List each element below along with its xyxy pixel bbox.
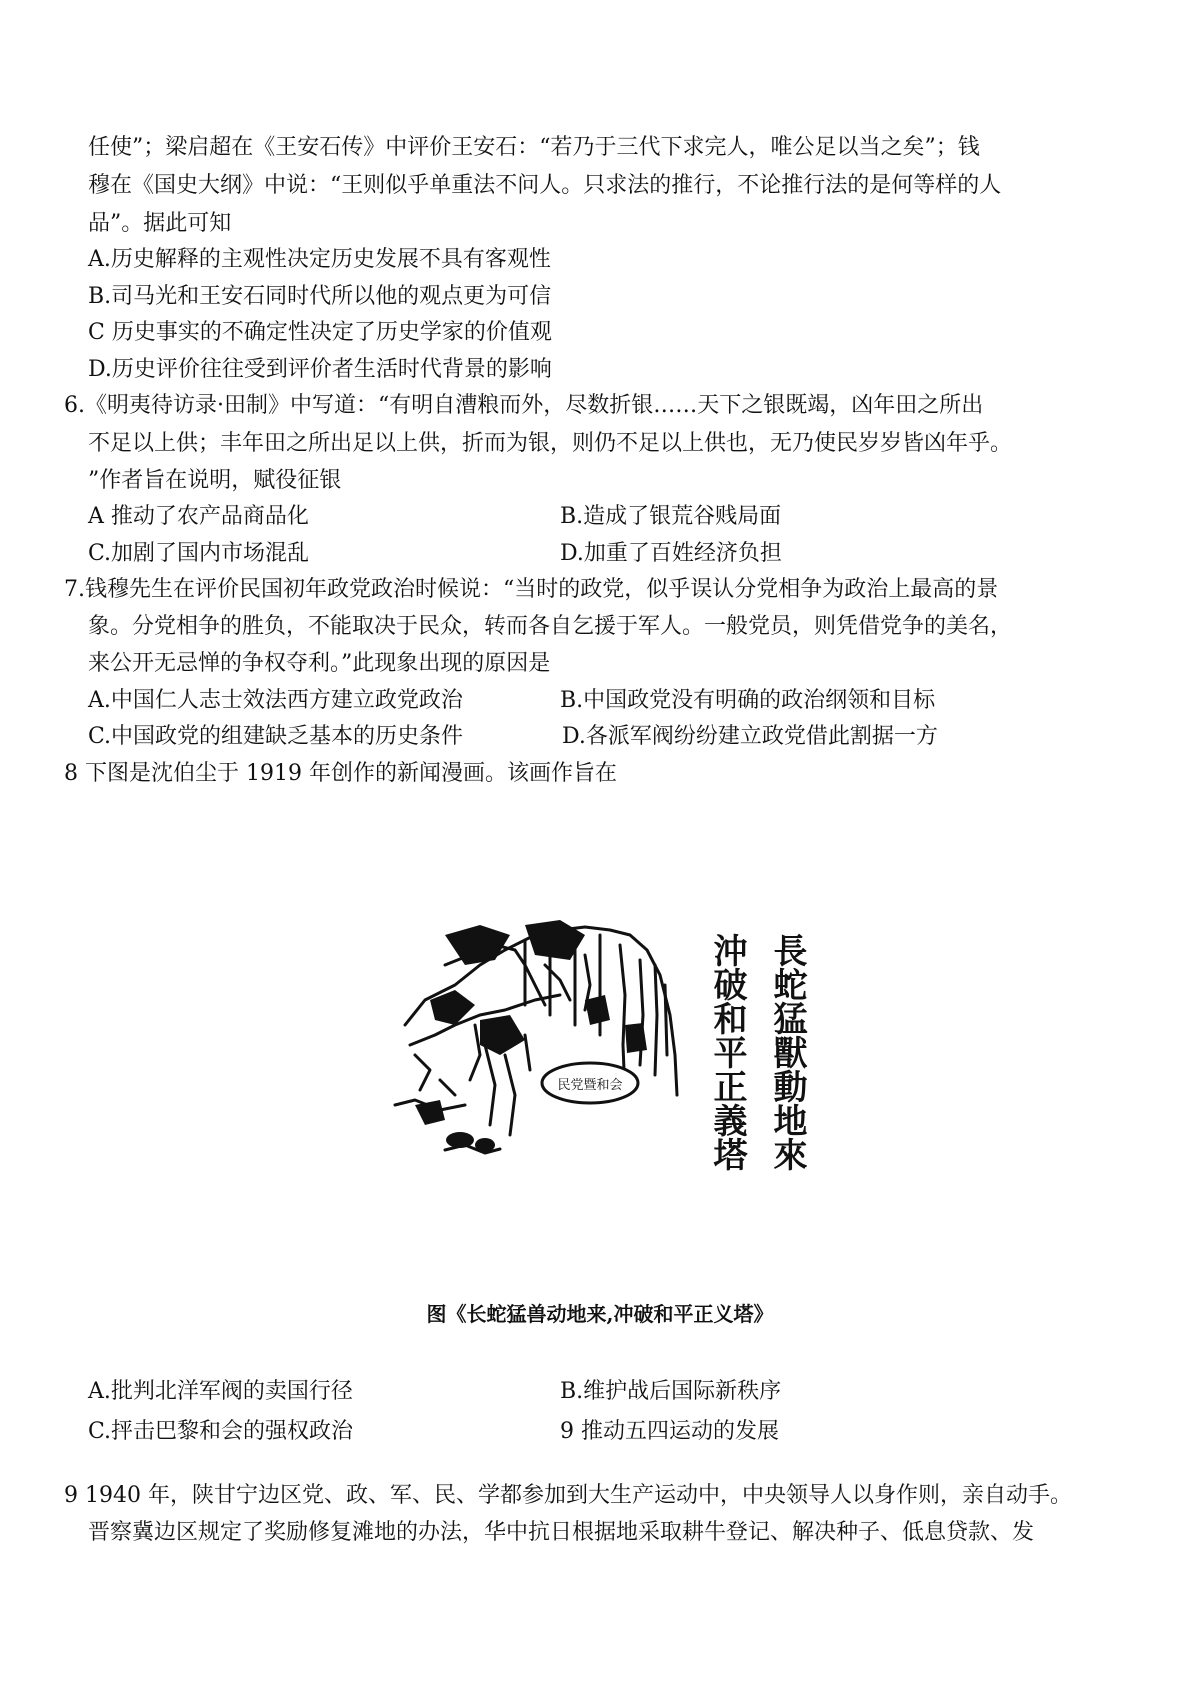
q6-stem-line: 6.《明夷待访录·田制》中写道：“有明自漕粮而外，尽数折银……天下之银既竭，凶年田之所出 [64, 393, 984, 418]
q8-option-b: B.维护战后国际新秩序 [560, 1379, 782, 1404]
q6-stem-line: 不足以上供；丰年田之所出足以上供，折而为银，则仍不足以上供也，无乃使民岁岁皆凶年乎。 [88, 431, 1013, 456]
q9-stem-line: 晋察冀边区规定了奖励修复滩地的办法，华中抗日根据地采取耕牛登记、解决种子、低息贷款、发 [88, 1520, 1035, 1545]
q7-option-b: B.中国政党没有明确的政治纲领和目标 [560, 688, 936, 713]
cartoon-drawing [385, 905, 825, 1173]
q5-stem-line: 任使”；梁启超在《王安石传》中评价王安石：“若乃于三代下求完人，唯公足以当之矣”；钱 [88, 135, 980, 160]
news-cartoon-image [385, 905, 825, 1173]
q7-option-c: C.中国政党的组建缺乏基本的历史条件 [88, 724, 464, 749]
q8-option-c: C.抨击巴黎和会的强权政治 [88, 1419, 354, 1444]
q5-option-a: A.历史解释的主观性决定历史发展不具有客观性 [88, 247, 551, 272]
q6-stem-line: ”作者旨在说明，赋役征银 [88, 468, 342, 493]
q7-stem-line: 来公开无忌惮的争权夺利。”此现象出现的原因是 [88, 651, 551, 676]
q5-option-b: B.司马光和王安石同时代所以他的观点更为可信 [88, 284, 552, 309]
q6-option-a: A 推动了农产品商品化 [88, 504, 309, 529]
cartoon-caption: 图《长蛇猛兽动地来,冲破和平正义塔》 [426, 1302, 774, 1326]
q6-option-b: B.造成了银荒谷贱局面 [560, 504, 782, 529]
q8-option-a: A.批判北洋军阀的卖国行径 [88, 1379, 353, 1404]
cartoon-vertical-text-left: 沖破和平正義塔 [707, 933, 747, 1171]
q7-stem-line: 7.钱穆先生在评价民国初年政党政治时候说：“当时的政党，似乎误认分党相争为政治上最高的景 [64, 577, 999, 602]
q7-option-a: A.中国仁人志士效法西方建立政党政治 [88, 688, 463, 713]
q5-stem-line: 穆在《国史大纲》中说：“王则似乎单重法不问人。只求法的推行，不论推行法的是何等样的人 [88, 173, 1002, 198]
q5-stem-line: 品”。据此可知 [88, 211, 232, 236]
q9-stem-line: 9 1940 年，陕甘宁边区党、政、军、民、学都参加到大生产运动中，中央领导人以身作则，亲自动手。 [64, 1483, 1072, 1508]
q5-option-c: C 历史事实的不确定性决定了历史学家的价值观 [88, 320, 552, 345]
q6-option-d: D.加重了百姓经济负担 [560, 541, 782, 566]
cartoon-vertical-text-right: 長蛇猛獸動地來 [767, 933, 807, 1171]
q6-option-c: C.加剧了国内市场混乱 [88, 541, 310, 566]
q8-option-d: 9 推动五四运动的发展 [560, 1419, 779, 1444]
q5-option-d: D.历史评价往往受到评价者生活时代背景的影响 [88, 357, 552, 382]
q7-option-d: D.各派军阀纷纷建立政党借此割据一方 [562, 724, 938, 749]
q8-stem: 8 下图是沈伯尘于 1919 年创作的新闻漫画。该画作旨在 [64, 761, 617, 786]
q7-stem-line: 象。分党相争的胜负，不能取决于民众，转而各自乞援于军人。一般党员，则凭借党争的美名， [88, 614, 1013, 639]
cartoon-banner-text: 民党暨和会 [557, 1078, 623, 1093]
